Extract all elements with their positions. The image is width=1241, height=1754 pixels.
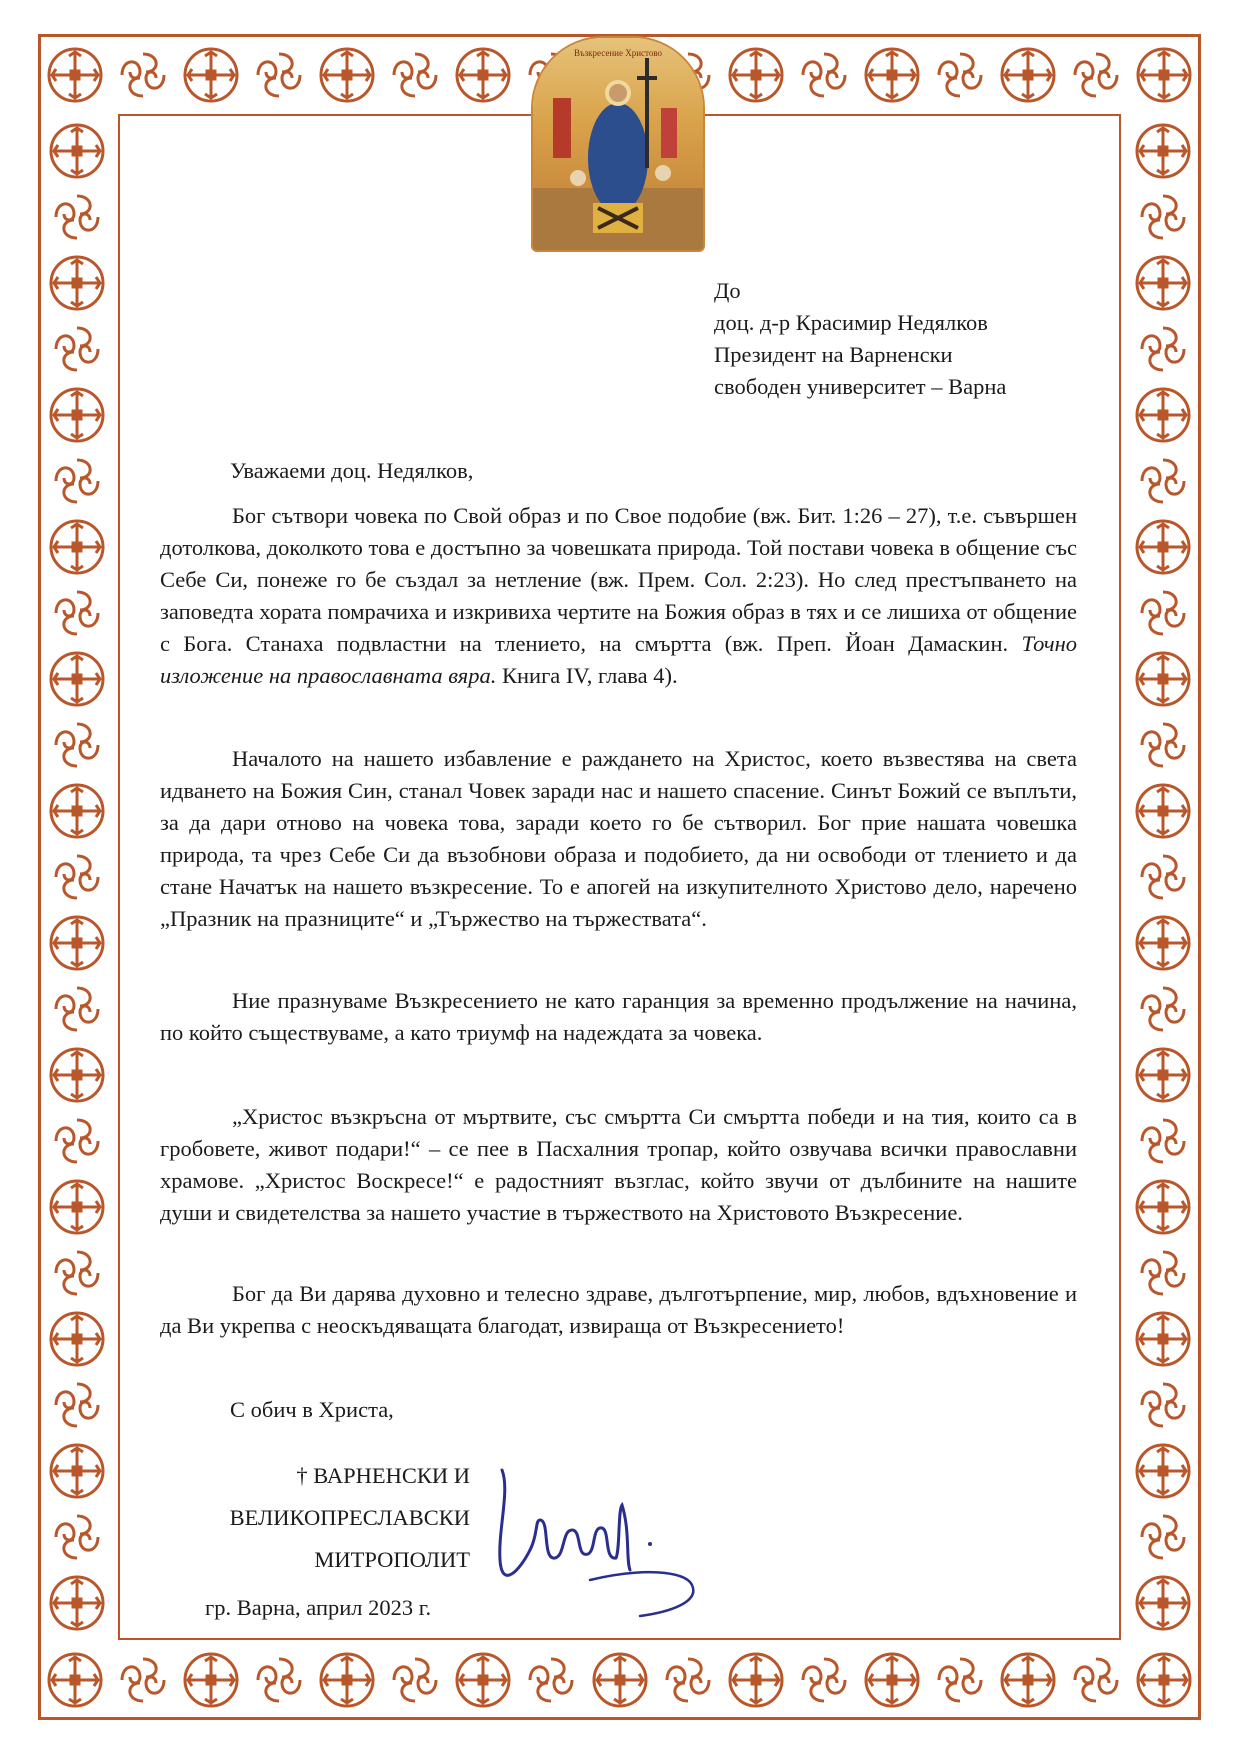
cross-ornament-icon — [1133, 1649, 1195, 1711]
scroll-ornament-icon — [248, 1649, 310, 1711]
scroll-ornament-icon — [1132, 978, 1194, 1040]
cross-ornament-icon — [1132, 120, 1194, 182]
cross-ornament-icon — [44, 44, 106, 106]
cross-ornament-icon — [725, 44, 787, 106]
scroll-ornament-icon — [1132, 450, 1194, 512]
cross-ornament-icon — [589, 1649, 651, 1711]
border-bottom-ornaments — [44, 1649, 1195, 1711]
salutation: Уважаеми доц. Недялков, — [230, 458, 474, 483]
scroll-ornament-icon — [793, 44, 855, 106]
border-right-ornaments — [1132, 120, 1194, 1634]
cross-ornament-icon — [46, 516, 108, 578]
scroll-ornament-icon — [46, 450, 108, 512]
scroll-ornament-icon — [929, 44, 991, 106]
scroll-ornament-icon — [1132, 318, 1194, 380]
cross-ornament-icon — [725, 1649, 787, 1711]
paragraph-4 — [160, 1101, 1077, 1229]
cross-ornament-icon — [46, 1572, 108, 1634]
scroll-ornament-icon — [1132, 582, 1194, 644]
cross-ornament-icon — [46, 1044, 108, 1106]
handwritten-signature — [480, 1450, 730, 1620]
scroll-ornament-icon — [1132, 186, 1194, 248]
cross-ornament-icon — [1132, 648, 1194, 710]
cross-ornament-icon — [1132, 252, 1194, 314]
border-left-ornaments — [46, 120, 108, 1634]
cross-ornament-icon — [1132, 384, 1194, 446]
scroll-ornament-icon — [1065, 44, 1127, 106]
signatory-line-2: ВЕЛИКОПРЕСЛАВСКИ — [229, 1505, 470, 1530]
cross-ornament-icon — [180, 44, 242, 106]
scroll-ornament-icon — [1132, 846, 1194, 908]
cross-ornament-icon — [861, 44, 923, 106]
scroll-ornament-icon — [793, 1649, 855, 1711]
cross-ornament-icon — [46, 648, 108, 710]
cross-ornament-icon — [44, 1649, 106, 1711]
scroll-ornament-icon — [46, 846, 108, 908]
scroll-ornament-icon — [1132, 1110, 1194, 1172]
cross-ornament-icon — [316, 1649, 378, 1711]
scroll-ornament-icon — [46, 186, 108, 248]
cross-ornament-icon — [1132, 1308, 1194, 1370]
scroll-ornament-icon — [112, 44, 174, 106]
cross-ornament-icon — [46, 384, 108, 446]
scroll-ornament-icon — [929, 1649, 991, 1711]
cross-ornament-icon — [46, 780, 108, 842]
paragraph-2-text: Началото на нашето избавление е раждането на Христос, което възвестява на света идването на Божия Син, станал Човек заради нас и нашето спасение. Синът Божий се въплъти, за да дари отново на човека това, заради което го бе сътворил. Бог прие нашата човешка природа, та чрез Себе Си да възобнови образа и подобието, да ни освободи от тлението и да стане Начатък на нашето възкресение. То е апогей на изкупителното Христово дело, наречено „Празник на празниците“ и „Тържество на тържествата“. — [160, 746, 1077, 931]
addressee-organization: свободен университет – Варна — [714, 374, 1007, 399]
scroll-ornament-icon — [46, 978, 108, 1040]
scroll-ornament-icon — [657, 1649, 719, 1711]
cross-ornament-icon — [1132, 1440, 1194, 1502]
book-title: Точно изложение на православната вяра. — [160, 631, 1077, 688]
cross-ornament-icon — [452, 1649, 514, 1711]
paragraph-1-end: Книга IV, глава 4). — [496, 663, 678, 688]
cross-ornament-icon — [316, 44, 378, 106]
scroll-ornament-icon — [1132, 1242, 1194, 1304]
cross-ornament-icon — [46, 1308, 108, 1370]
addressee-block — [714, 275, 1006, 403]
icon-caption: Възкресение Христово — [573, 48, 663, 58]
addressee-name: доц. д-р Красимир Недялков — [714, 310, 988, 335]
cross-ornament-icon — [1132, 1572, 1194, 1634]
cross-ornament-icon — [1132, 912, 1194, 974]
scroll-ornament-icon — [46, 1374, 108, 1436]
closing: С обич в Христа, — [230, 1397, 394, 1422]
paragraph-2 — [160, 743, 1077, 935]
cross-ornament-icon — [997, 1649, 1059, 1711]
paragraph-5 — [160, 1278, 1077, 1342]
scroll-ornament-icon — [1132, 714, 1194, 776]
scroll-ornament-icon — [1065, 1649, 1127, 1711]
addressee-position: Президент на Варненски — [714, 342, 953, 367]
paragraph-1-text: Бог сътвори човека по Свой образ и по Свое подобие (вж. Бит. 1:26 – 27), т.е. съвършен дотолкова, доколкото това е достъпно за човешката природа. Той постави човека в общение със Себе Си, понеже го бе създал за нетление (вж. Прем. Сол. 2:23). Но след престъпването на заповедта хората помрачиха и изкривиха чертите на Божия образ в тях и се лишиха от общение с Бога. Станаха подвластни на тлението, на смъртта (вж. Преп. Йоан Дамаскин. — [160, 503, 1077, 656]
cross-ornament-icon — [1132, 1044, 1194, 1106]
scroll-ornament-icon — [46, 1110, 108, 1172]
scroll-ornament-icon — [520, 1649, 582, 1711]
cross-ornament-icon — [1132, 516, 1194, 578]
cross-ornament-icon — [452, 44, 514, 106]
paragraph-5-text: Бог да Ви дарява духовно и телесно здраве, дълготърпение, мир, любов, вдъхновение и да Ви укрепва с неоскъдяващата благодат, извираща от Възкресението! — [160, 1281, 1077, 1338]
scroll-ornament-icon — [46, 582, 108, 644]
paragraph-3 — [160, 985, 1077, 1049]
cross-ornament-icon — [1133, 44, 1195, 106]
cross-ornament-icon — [1132, 780, 1194, 842]
cross-ornament-icon — [1132, 1176, 1194, 1238]
scroll-ornament-icon — [1132, 1506, 1194, 1568]
place-date: гр. Варна, април 2023 г. — [205, 1595, 432, 1620]
signatory-line-1: † ВАРНЕНСКИ И — [296, 1463, 470, 1488]
scroll-ornament-icon — [46, 1506, 108, 1568]
cross-ornament-icon — [46, 252, 108, 314]
paragraph-3-text: Ние празнуваме Възкресението не като гаранция за временно продължение на начина, по който съществуваме, а като триумф на надеждата за човека. — [160, 988, 1077, 1045]
cross-ornament-icon — [861, 1649, 923, 1711]
scroll-ornament-icon — [1132, 1374, 1194, 1436]
cross-ornament-icon — [46, 1440, 108, 1502]
scroll-ornament-icon — [248, 44, 310, 106]
scroll-ornament-icon — [384, 1649, 446, 1711]
scroll-ornament-icon — [384, 44, 446, 106]
cross-ornament-icon — [997, 44, 1059, 106]
paragraph-4-text: „Христос възкръсна от мъртвите, със смъртта Си смъртта победи и на тия, които са в гробовете, живот подари!“ – се пее в Пасхалния тропар, който озвучава всички православни храмове. „Христос Воскресе!“ е радостният възглас, който звучи от дълбините на нашите души и свидетелства за нашето участие в тържеството на Христовото Възкресение. — [160, 1104, 1077, 1225]
scroll-ornament-icon — [46, 318, 108, 380]
scroll-ornament-icon — [112, 1649, 174, 1711]
addressee-to: До — [714, 278, 741, 303]
signatory-block — [200, 1455, 470, 1581]
cross-ornament-icon — [46, 912, 108, 974]
cross-ornament-icon — [46, 1176, 108, 1238]
scroll-ornament-icon — [46, 1242, 108, 1304]
scroll-ornament-icon — [46, 714, 108, 776]
resurrection-icon — [533, 38, 703, 250]
cross-ornament-icon — [46, 120, 108, 182]
paragraph-1 — [160, 500, 1077, 692]
cross-ornament-icon — [180, 1649, 242, 1711]
signatory-line-3: МИТРОПОЛИТ — [314, 1547, 470, 1572]
